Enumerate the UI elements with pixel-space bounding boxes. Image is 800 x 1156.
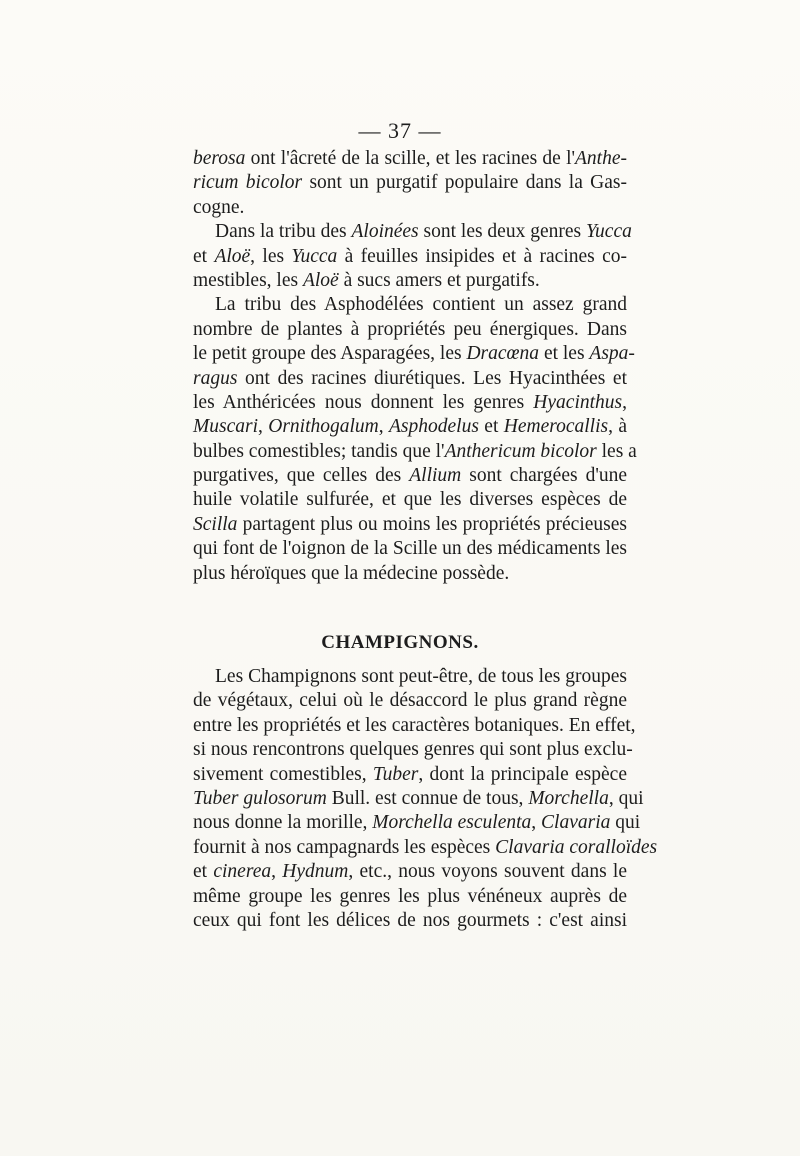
text-run: Dans la tribu des: [215, 221, 352, 243]
text-run: à sucs amers et purgatifs.: [338, 269, 540, 291]
text-line: [193, 787, 644, 811]
text-run: sont les deux genres: [418, 221, 586, 243]
text-line: [193, 885, 627, 909]
text-run: sont un purgatif populaire dans la Gas-: [302, 172, 627, 194]
text-line: [193, 196, 627, 220]
text-run: ,: [258, 416, 269, 438]
text-run: plus héroïques que la médecine possède.: [193, 562, 510, 584]
text-line: [193, 391, 627, 415]
italic-term: Yucca: [585, 221, 632, 243]
section-title: CHAMPIGNONS.: [321, 632, 479, 653]
text-run: , etc., nous voyons souvent dans le: [348, 861, 628, 883]
text-run: nombre de plantes à propriétés peu énergiques. Dans: [193, 318, 627, 340]
text-line: [193, 318, 627, 342]
italic-term: Anthericum bicolor: [444, 440, 597, 462]
text-run: et: [193, 861, 214, 883]
text-run: Les Champignons sont peut-être, de tous les groupes: [215, 666, 627, 687]
text-line: [193, 714, 636, 738]
text-line: [193, 763, 627, 787]
text-block-bottom: [193, 665, 658, 933]
italic-term: Clavaria: [541, 812, 611, 834]
italic-term: Dracœna: [466, 343, 540, 365]
text-run: cogne.: [193, 196, 245, 218]
text-line: [193, 738, 633, 762]
italic-term: Morchella: [528, 787, 609, 809]
text-block-top: [193, 147, 637, 586]
text-line: [193, 665, 627, 689]
text-run: purgatives, que celles des: [193, 465, 410, 487]
text-line: [193, 220, 632, 244]
text-run: ont l'âcreté de la scille, et les racines de l': [245, 148, 576, 169]
text-line: [193, 440, 637, 464]
text-line: [193, 171, 627, 195]
text-run: ,: [378, 416, 390, 438]
text-run: le petit groupe des Asparagées, les: [193, 343, 467, 365]
text-run: bulbes comestibles; tandis que l': [193, 440, 445, 462]
text-line: [193, 909, 627, 933]
italic-term: cinerea: [213, 861, 272, 883]
text-run: ,: [271, 861, 283, 883]
text-line: [193, 811, 641, 835]
text-run: ,: [622, 391, 627, 413]
text-line: [193, 269, 627, 293]
text-line: [193, 342, 635, 366]
paragraph: [193, 147, 627, 220]
text-run: les Anthéricées nous donnent les genres: [193, 391, 534, 413]
text-run: ceux qui font les délices de nos gourmets : c'est ainsi: [193, 909, 627, 931]
text-run: , dont la principale espèce: [418, 763, 627, 785]
text-run: et: [478, 416, 504, 438]
italic-term: Hyacinthus: [533, 391, 623, 413]
text-run: ont des racines diurétiques. Les Hyacinthées et: [237, 367, 627, 389]
text-line: [193, 147, 627, 171]
text-run: qui: [610, 812, 641, 834]
text-run: entre les propriétés et les caractères botaniques. En effet,: [193, 714, 636, 736]
text-run: Bull. est connue de tous,: [326, 787, 529, 809]
italic-term: Tuber: [372, 763, 419, 785]
text-run: partagent plus ou moins les propriétés précieuses: [237, 513, 627, 535]
page-number: — 37 —: [358, 118, 442, 143]
italic-term: Ornithogalum: [268, 416, 379, 438]
text-line: [193, 836, 658, 860]
text-line: [193, 488, 627, 512]
text-line: [193, 513, 627, 537]
text-line: [193, 245, 627, 269]
text-run: et: [193, 245, 215, 267]
italic-term: Muscari: [193, 416, 258, 438]
text-run: mestibles, les: [193, 269, 303, 291]
italic-term: Scilla: [193, 513, 238, 535]
text-run: sont chargées d'une: [461, 465, 627, 487]
text-run: La tribu des Asphodélées contient un assez grand: [215, 294, 627, 316]
text-line: [193, 562, 627, 586]
text-run: nous donne la morille,: [193, 812, 373, 834]
text-line: [193, 367, 627, 391]
paragraph: [193, 220, 632, 293]
italic-term: Allium: [409, 465, 462, 487]
italic-term: Yucca: [291, 245, 338, 267]
italic-term: Asphodelus: [389, 416, 479, 438]
text-line: [193, 860, 627, 884]
text-run: huile volatile sulfurée, et que les diverses espèces de: [193, 489, 627, 511]
text-run: les a: [596, 440, 637, 462]
italic-term: ragus: [193, 367, 238, 389]
paragraph: [193, 293, 637, 586]
italic-term: Aspa-: [589, 343, 635, 365]
italic-term: Aloë: [214, 245, 251, 267]
text-run: , à: [608, 416, 628, 438]
italic-term: Morchella esculenta: [372, 812, 532, 834]
text-run: de végétaux, celui où le désaccord le plus grand règne: [193, 690, 627, 712]
text-run: ,: [531, 812, 542, 834]
text-line: [193, 293, 627, 317]
italic-term: berosa: [193, 148, 246, 169]
italic-term: Hemerocallis: [503, 416, 609, 438]
text-run: et les: [539, 343, 590, 365]
italic-term: ricum bicolor: [193, 172, 303, 194]
text-run: fournit à nos campagnards les espèces: [193, 836, 496, 858]
italic-term: Anthe-: [575, 148, 627, 169]
text-run: qui font de l'oignon de la Scille un des médicaments les: [193, 538, 627, 560]
text-line: [193, 537, 627, 561]
paragraph: [193, 665, 658, 933]
italic-term: Aloinées: [351, 221, 419, 243]
text-run: même groupe les genres les plus vénéneux auprès de: [193, 885, 627, 907]
text-run: , qui: [608, 787, 644, 809]
italic-term: Clavaria coralloïdes: [495, 836, 658, 858]
text-run: si nous rencontrons quelques genres qui sont plus exclu-: [193, 739, 633, 761]
italic-term: Aloë: [302, 269, 339, 291]
italic-term: Tuber gulosorum: [193, 787, 327, 809]
text-run: , les: [250, 245, 292, 267]
text-run: à feuilles insipides et à racines co-: [337, 245, 627, 267]
italic-term: Hydnum: [282, 861, 349, 883]
text-line: [193, 689, 627, 713]
text-line: [193, 464, 627, 488]
text-run: sivement comestibles,: [193, 763, 373, 785]
text-line: [193, 415, 627, 439]
